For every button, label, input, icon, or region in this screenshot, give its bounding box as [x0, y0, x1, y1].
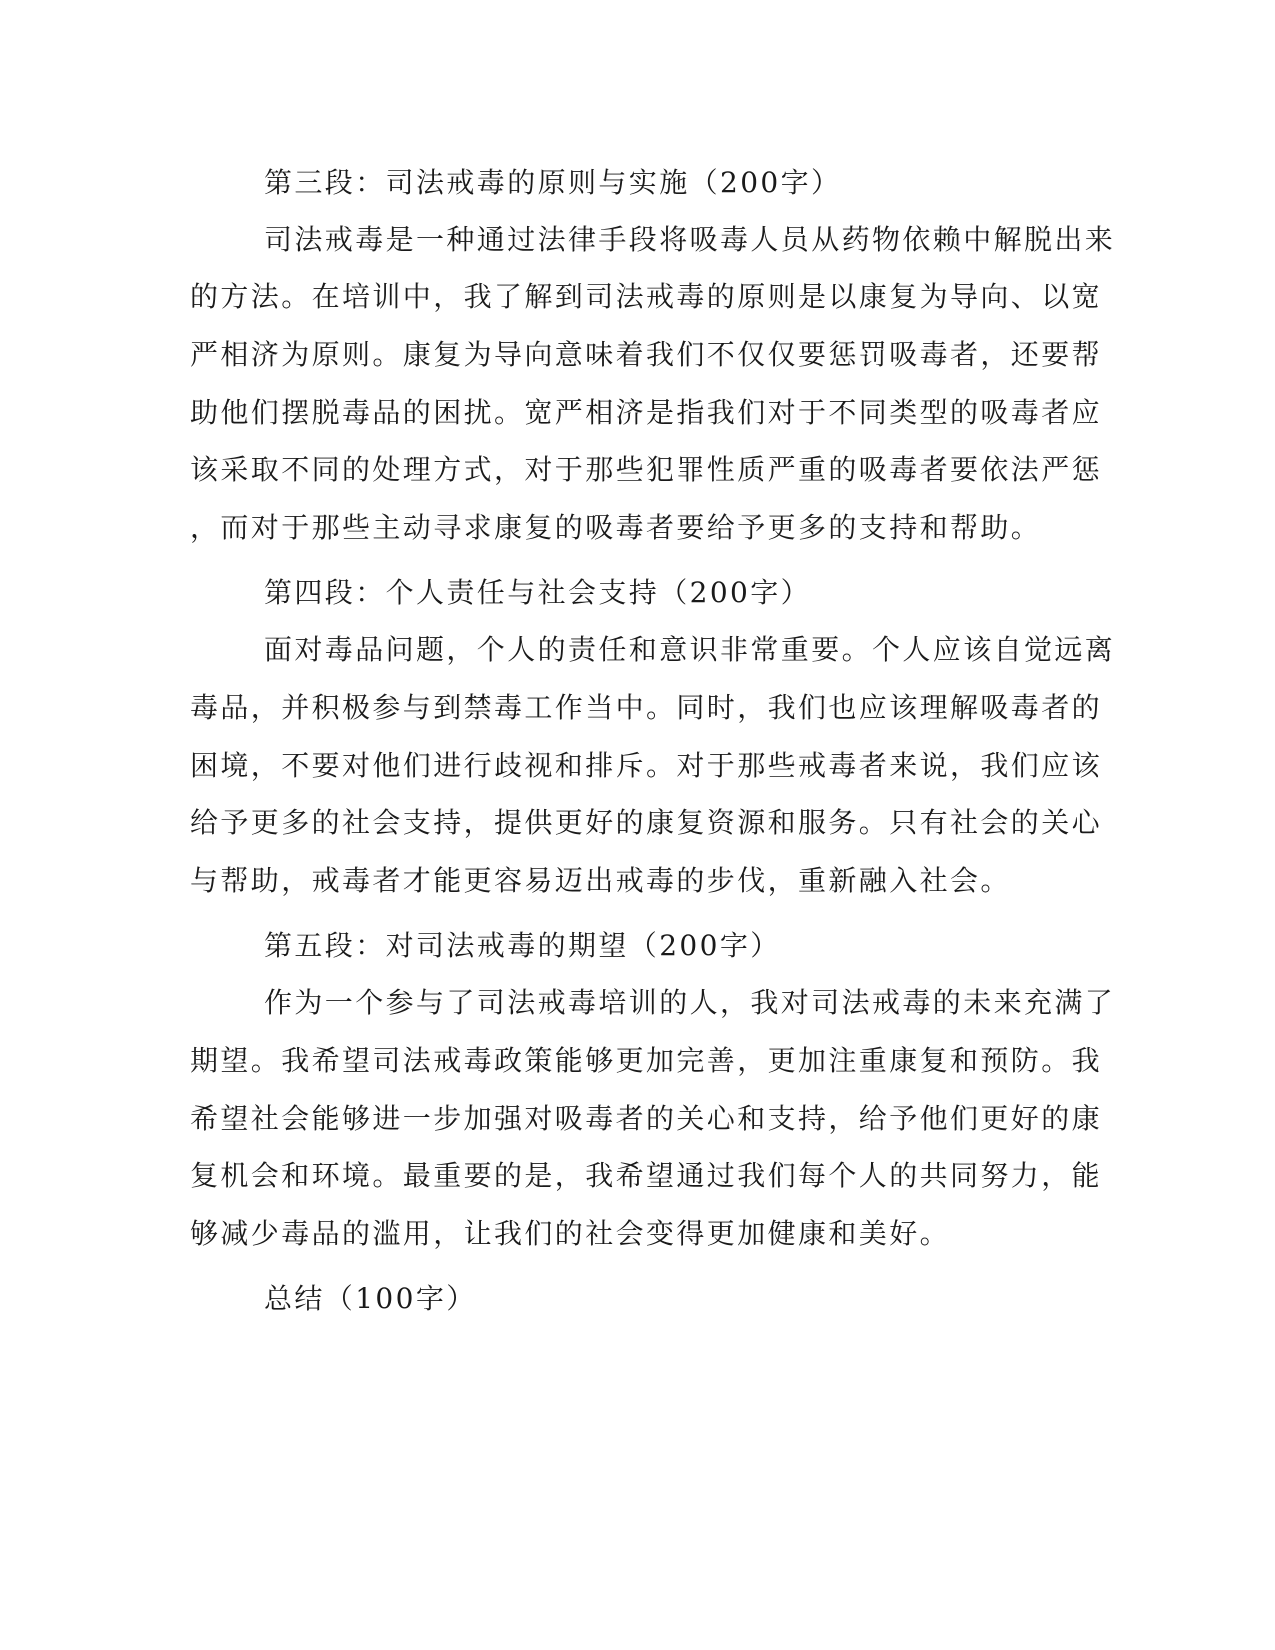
section3-line-6: ，而对于那些主动寻求康复的吸毒者要给予更多的支持和帮助。	[190, 511, 1042, 544]
section4-line-5: 与帮助，戒毒者才能更容易迈出戒毒的步伐，重新融入社会。	[190, 864, 1011, 897]
section5-line-4: 复机会和环境。最重要的是，我希望通过我们每个人的共同努力，能	[190, 1159, 1103, 1192]
section5-heading: 第五段：对司法戒毒的期望（200字）	[264, 929, 781, 962]
summary-heading: 总结（100字）	[264, 1282, 477, 1315]
section4-line-3: 困境，不要对他们进行歧视和排斥。对于那些戒毒者来说，我们应该	[190, 749, 1103, 782]
section4-heading: 第四段：个人责任与社会支持（200字）	[264, 576, 812, 609]
section4-line-4: 给予更多的社会支持，提供更好的康复资源和服务。只有社会的关心	[190, 806, 1103, 839]
section4-line-2: 毒品，并积极参与到禁毒工作当中。同时，我们也应该理解吸毒者的	[190, 691, 1103, 724]
section3-line-4: 助他们摆脱毒品的困扰。宽严相济是指我们对于不同类型的吸毒者应	[190, 396, 1103, 429]
section3-line-3: 严相济为原则。康复为导向意味着我们不仅仅要惩罚吸毒者，还要帮	[190, 338, 1103, 371]
section3-heading: 第三段：司法戒毒的原则与实施（200字）	[264, 166, 842, 199]
section5-line-3: 希望社会能够进一步加强对吸毒者的关心和支持，给予他们更好的康	[190, 1102, 1103, 1135]
section3-line-5: 该采取不同的处理方式，对于那些犯罪性质严重的吸毒者要依法严惩	[190, 453, 1103, 486]
section5-line-5: 够减少毒品的滥用，让我们的社会变得更加健康和美好。	[190, 1217, 951, 1250]
section3-line-2: 的方法。在培训中，我了解到司法戒毒的原则是以康复为导向、以宽	[190, 280, 1103, 313]
section5-line-1: 作为一个参与了司法戒毒培训的人，我对司法戒毒的未来充满了	[264, 986, 1116, 1019]
section4-line-1: 面对毒品问题，个人的责任和意识非常重要。个人应该自觉远离	[264, 633, 1116, 666]
section3-line-1: 司法戒毒是一种通过法律手段将吸毒人员从药物依赖中解脱出来	[264, 223, 1116, 256]
section5-line-2: 期望。我希望司法戒毒政策能够更加完善，更加注重康复和预防。我	[190, 1044, 1103, 1077]
